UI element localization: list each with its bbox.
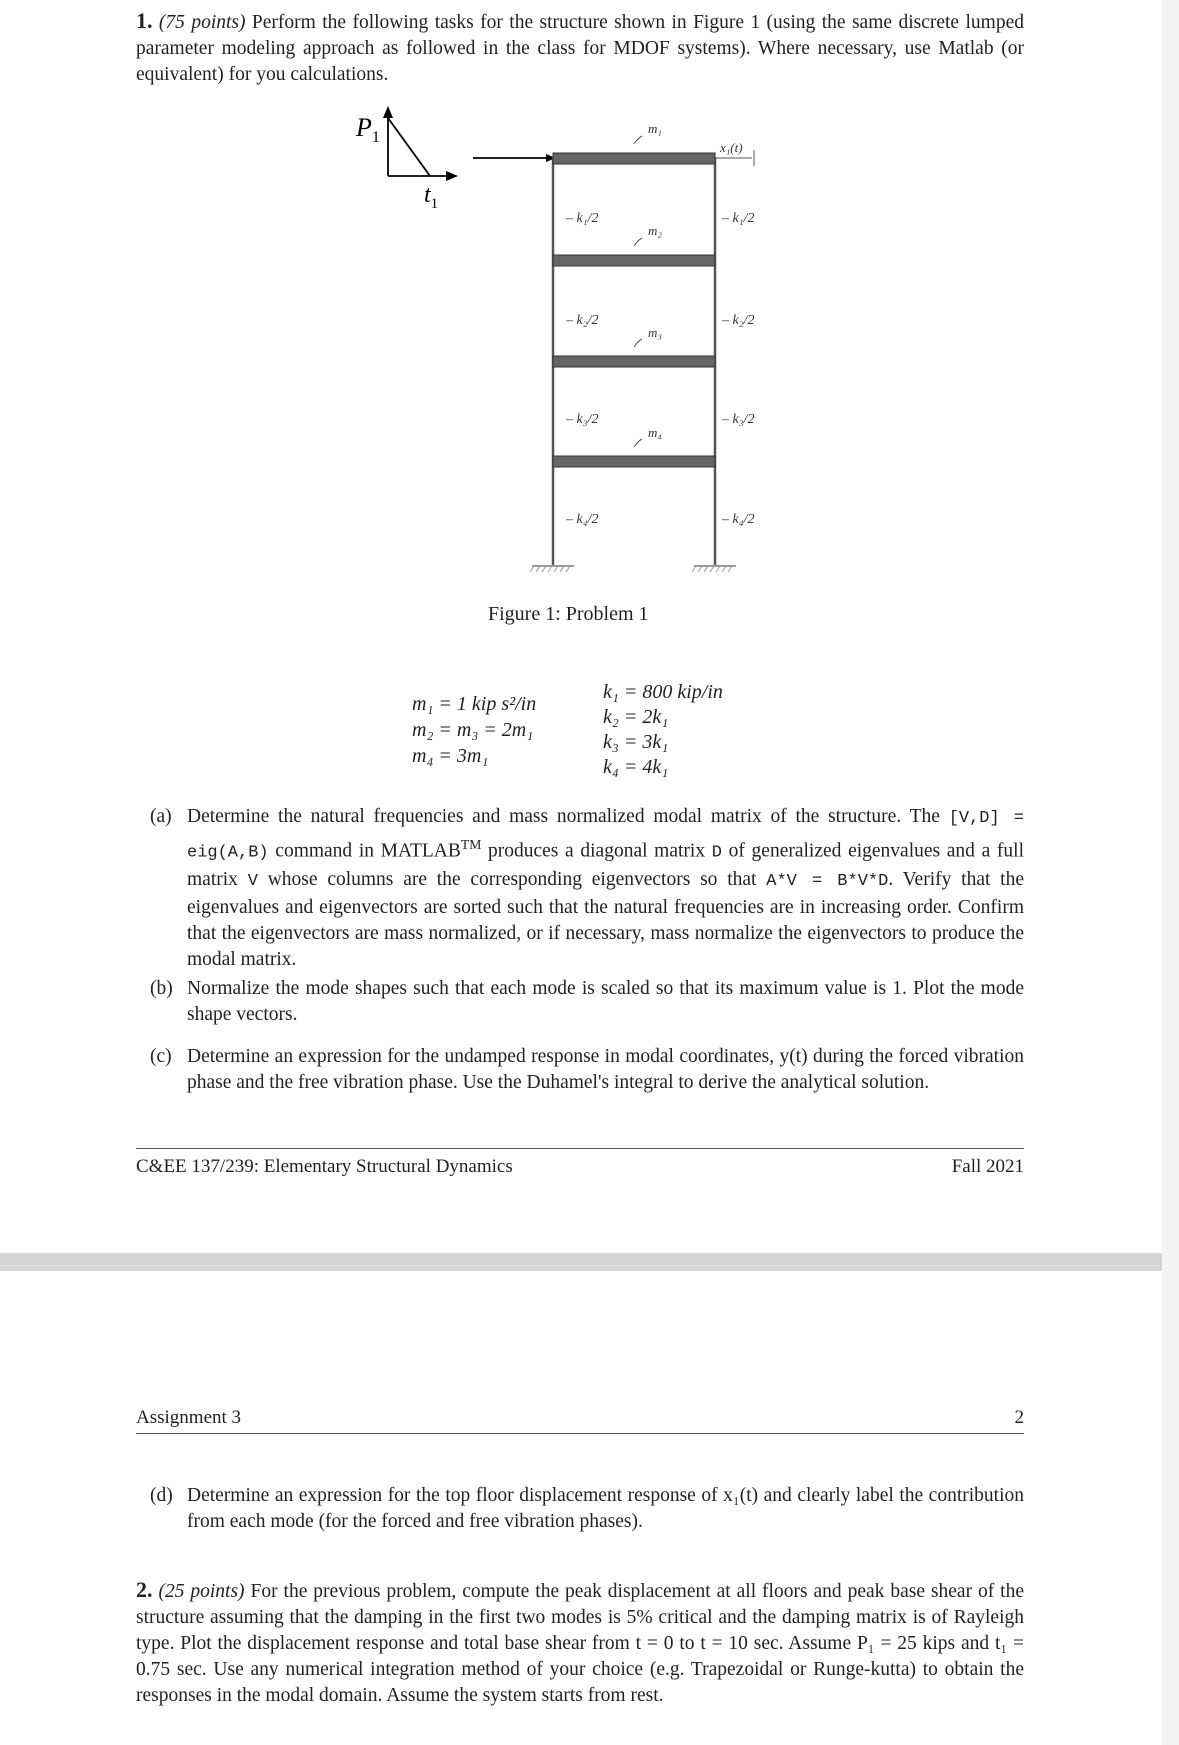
task-d-text: Determine an expression for the top floor displacement response of x₁(t) and clearly label the contribution from each mode (for the forced and free vibration phases). — [187, 1485, 1024, 1532]
floor-slab-4 — [553, 456, 715, 467]
spring-label-right-3: – k₃/2 — [722, 412, 755, 427]
spring-label-left-3: – k₃/2 — [566, 412, 599, 427]
mass-label-3: m₃ — [648, 325, 662, 340]
figure-caption: Figure 1: Problem 1 — [488, 603, 649, 625]
task-a — [150, 804, 1024, 973]
task-b-label: (b) — [150, 978, 173, 999]
footer-rule — [136, 1148, 1024, 1149]
spring-label-right-2: – k₂/2 — [722, 313, 755, 328]
page-gap — [0, 1253, 1162, 1271]
stiffness-param-3: k₃ = 3k₁ — [603, 731, 669, 753]
load-pulse-line — [388, 118, 430, 176]
page-2 — [0, 1271, 1162, 1745]
problem-1-number: 1. — [136, 8, 153, 33]
task-b-text: Normalize the mode shapes such that each mode is scaled so that its maximum value is 1. Plot the mode shape vectors. — [187, 978, 1024, 1025]
time-label: $t_1$ — [424, 182, 439, 212]
floor-slab-1 — [553, 153, 715, 164]
figure-1-structure — [0, 0, 1162, 600]
task-d — [150, 1483, 1024, 1535]
mass-param-3: m₄ = 3m₁ — [412, 745, 489, 767]
problem-2-points: (25 points) — [158, 1581, 245, 1602]
spring-label-left-4: – k₄/2 — [566, 512, 599, 527]
task-b — [150, 976, 1024, 1028]
load-label: $P_1$ — [356, 113, 380, 146]
footer-term: Fall 2021 — [951, 1156, 1024, 1177]
spring-label-right-4: – k₄/2 — [722, 512, 755, 527]
task-a-label: (a) — [150, 806, 172, 827]
problem-2-text: For the previous problem, compute the peak displacement at all floors and peak base shear of the structure assuming that the damping in the first two modes is 5% critical and the damping matrix is of Rayleigh type. Plot the displacement response and total base shear from t = 0 to t = 10 sec. Assume P₁ = 25 kips and t₁ = 0.75 sec. Use any numerical integration method of your choice (e.g. Trapezoidal or Runge-kutta) to obtain the responses in the modal domain. Assume the system starts from rest. — [136, 1581, 1025, 1706]
load-axis-arrow-up — [383, 106, 393, 118]
task-a-text: Determine the natural frequencies and mass normalized modal matrix of the structure. The [V,D] = eig(A,B) command in MATLAB™ produces a diagonal matrix D of generalized eigenvalues and a full matrix V whose columns are the corresponding eigenvectors so that A*V = B*V*D. Verify that the eigenvalues and eigenvectors are sorted such that the natural frequencies are in increasing order. Confirm that the eigenvectors are mass normalized, or if necessary, mass normalize the eigenvectors to produce the modal matrix. — [187, 806, 1025, 970]
spring-label-left-2: – k₂/2 — [566, 313, 599, 328]
mass-label-4: m₄ — [648, 425, 662, 440]
problem-2-number: 2. — [136, 1577, 153, 1602]
stiffness-param-2: k₂ = 2k₁ — [603, 706, 669, 728]
task-d-label: (d) — [150, 1485, 173, 1506]
problem-2 — [136, 1577, 1024, 1709]
disp-label: x₁(t) — [720, 140, 743, 155]
ground-hatch — [530, 566, 732, 572]
footer-course: C&EE 137/239: Elementary Structural Dynamics — [136, 1156, 513, 1177]
spring-label-left-1: – k₁/2 — [566, 211, 599, 226]
task-c-label: (c) — [150, 1046, 172, 1067]
mass-label-2: m₂ — [648, 223, 662, 238]
task-c-text: Determine an expression for the undamped response in modal coordinates, y(t) during the forced vibration phase and the free vibration phase. Use the Duhamel's integral to derive the analytical solution. — [187, 1046, 1024, 1093]
floor-slab-3 — [553, 356, 715, 367]
header-rule — [136, 1433, 1024, 1434]
mass-label-1: m₁ — [648, 121, 662, 136]
stiffness-param-1: k₁ = 800 kip/in — [603, 681, 723, 703]
problem-1-text: Perform the following tasks for the structure shown in Figure 1 (using the same discrete lumped parameter modeling approach as followed in the class for MDOF systems). Where necessary, use Matlab (or equivalent) for you calculations. — [136, 12, 1024, 85]
header-assignment: Assignment 3 — [136, 1407, 242, 1428]
stiffness-param-4: k₄ = 4k₁ — [603, 756, 669, 778]
mass-param-1: m₁ = 1 kip s²/in — [412, 693, 537, 715]
problem-1-points: (75 points) — [158, 12, 246, 33]
spring-label-right-1: – k₁/2 — [722, 211, 755, 226]
header-page-number: 2 — [1014, 1407, 1024, 1428]
mass-param-2: m₂ = m₃ = 2m₁ — [412, 719, 534, 741]
task-c — [150, 1044, 1024, 1096]
scroll-edge — [1162, 0, 1179, 1745]
floor-slab-2 — [553, 255, 715, 266]
load-axis-arrow-right — [446, 171, 458, 181]
